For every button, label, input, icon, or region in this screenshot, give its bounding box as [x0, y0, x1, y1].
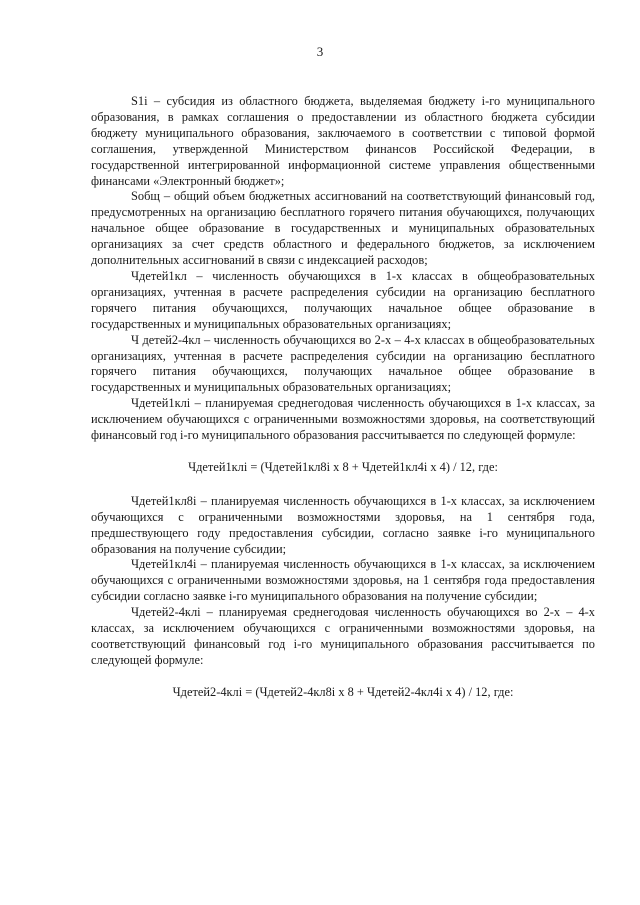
page-number: 3	[316, 44, 324, 59]
paragraph-sobsh-definition: Sобщ – общий объем бюджетных ассигнований на соответствующий финансовый год, предусмотренных на организацию бесплатного горячего питания обучающихся, получающих начальное общее образование в государственных и муниципальных образовательных организациях за счет средств областного и федерального бюджетов, за исключением дополнительных ассигнований в связи с индексацией расходов;	[91, 189, 595, 268]
paragraph-chdetei1kli-definition: Чдетей1клi – планируемая среднегодовая численность обучающихся в 1-х классах, за исключением обучающихся с ограниченными возможностями здоровья, на соответствующий финансовый год i-го муниципального образования рассчитывается по следующей формуле:	[91, 396, 595, 443]
formula-chdetei2-4kli: Чдетей2-4клi = (Чдетей2-4кл8i х 8 + Чдетей2-4кл4i х 4) / 12, где:	[172, 684, 514, 699]
paragraph-chdetei2-4kl-definition: Ч детей2-4кл – численность обучающихся во 2-х – 4-х классах в общеобразовательных организациях, учтенная в расчете распределения субсидии на организацию бесплатного горячего питания обучающихся, получающих начальное общее образование в государственных и муниципальных образовательных организациях;	[91, 332, 595, 395]
paragraph-chdetei2-4kli-definition: Чдетей2-4клi – планируемая среднегодовая численность обучающихся во 2-х – 4-х классах, за исключением обучающихся с ограниченными возможностями здоровья, на соответствующий финансовый год i-го муниципального образования рассчитывается по следующей формуле:	[91, 605, 595, 667]
paragraph-s1i-definition: S1i – субсидия из областного бюджета, выделяемая бюджету i-го муниципального образования, в рамках соглашения о предоставлении из областного бюджета субсидии бюджету муниципального образования, заключаемого в соответствии с типовой формой соглашения, утвержденной Министерством финансов Российской Федерации, в государственной интегрированной информационной системе управления общественными финансами «Электронный бюджет»;	[91, 94, 595, 188]
paragraph-chdetei1kl8i-definition: Чдетей1кл8i – планируемая численность обучающихся в 1-х классах, за исключением обучающихся с ограниченными возможностями здоровья, на 1 сентября года, предшествующего году предоставления субсидии, согласно заявке i-го муниципального образования на получение субсидии;	[91, 493, 595, 556]
paragraph-chdetei1kl4i-definition: Чдетей1кл4i – планируемая численность обучающихся в 1-х классах, за исключением обучающихся с ограниченными возможностями здоровья, на 1 сентября года предоставления субсидии согласно заявке i-го муниципального образования на получение субсидии;	[91, 557, 595, 604]
document-body	[91, 94, 595, 719]
formula-chdetei1kli: Чдетей1клi = (Чдетей1кл8i х 8 + Чдетей1кл4i х 4) / 12, где:	[188, 459, 498, 474]
paragraph-chdetei1kl-definition: Чдетей1кл – численность обучающихся в 1-х классах в общеобразовательных организациях, учтенная в расчете распределения субсидии на организацию бесплатного горячего питания обучающихся, получающих начальное общее образование в государственных и муниципальных образовательных организациях;	[91, 268, 595, 331]
